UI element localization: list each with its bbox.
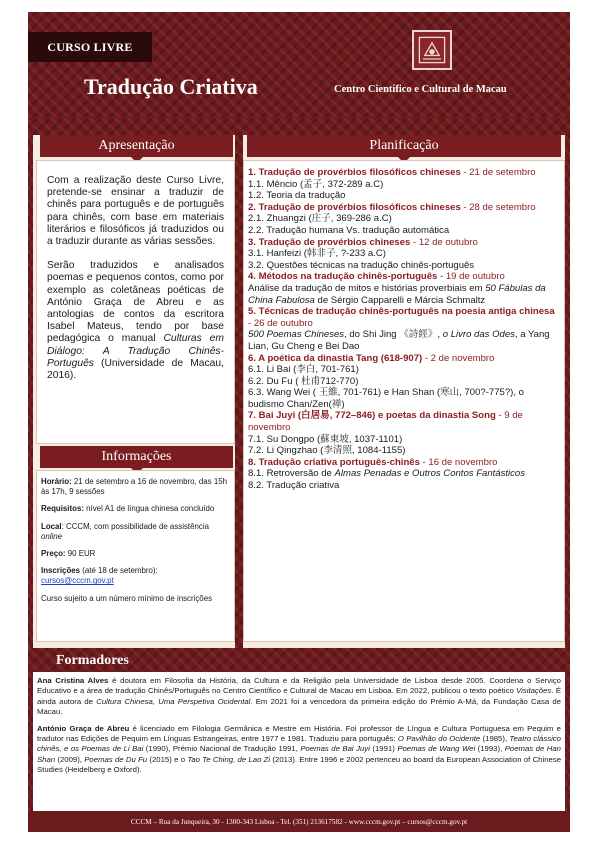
price-label: Preço:: [41, 549, 66, 559]
bio-text: . É ainda autora de: [37, 686, 561, 706]
work-title: Tao Te Ching, de Lao Zi: [187, 754, 271, 764]
session-date: - 9 de novembro: [248, 410, 523, 434]
work-title: Visitações: [516, 686, 552, 696]
requirements-label: Requisitos:: [41, 504, 84, 514]
work-title: Cultura Chinesa, Uma Perspetiva Ocidental: [96, 696, 251, 706]
location-label: Local: [41, 521, 62, 531]
session-item: 8.2. Tradução criativa: [248, 480, 340, 492]
course-badge: CURSO LIVRE: [28, 32, 152, 62]
session-date: - 12 de outubro: [410, 236, 478, 248]
session-item: [248, 468, 560, 480]
session-date: - 2 de novembro: [422, 352, 495, 364]
decor-right-edge: [565, 688, 570, 811]
info-text: [41, 477, 230, 604]
registration-value: (até 18 de setembro):: [80, 566, 158, 576]
info-heading-text: Informações: [101, 449, 172, 464]
work-title: Poemas de Wang Wei: [397, 744, 476, 754]
session-item: 6.2. Du Fu ( 杜甫712-770): [248, 375, 359, 387]
info-note: Curso sujeito a um número mínimo de inscrições: [41, 593, 213, 603]
work-title: O Pavilhão do Ocidente: [397, 734, 481, 744]
session-item: 3.1. Hanfeizi (韩非子, ?-233 a.C): [248, 248, 386, 260]
bio-text: (2009),: [55, 754, 85, 764]
trainers-box: [33, 672, 565, 811]
work-title: Poemas de Du Fu: [84, 754, 148, 764]
header-banner: [28, 12, 570, 117]
session-8-title: [248, 457, 560, 469]
item-text: 8.1. Retroversão de: [248, 468, 335, 480]
session-item: [248, 283, 560, 306]
session-title: 4. Métodos na tradução chinês-português: [248, 271, 438, 283]
book-title: 500 Poemas Chineses: [248, 329, 345, 341]
session-title: 5. Técnicas de tradução chinês-português na poesia antiga chinesa: [248, 306, 555, 318]
book-title: o Livro das Odes: [442, 329, 515, 341]
presentation-paragraph-1: Com a realização deste Curso Livre, pretende-se ensinar a traduzir de chinês para português e de português para chinês, com base em materiais literários e filosóficos já traduzidos ou a traduzir durante as várias sessões.: [47, 175, 224, 248]
item-text: , a Yang Lian, Gu Cheng e Bei Dao: [248, 329, 550, 352]
work-title: Poemas de Bai Juyi: [300, 744, 370, 754]
trainer-name: António Graça de Abreu: [37, 723, 130, 733]
session-title: 2. Tradução de provérbios filosóficos chineses: [248, 201, 461, 213]
session-4-title: [248, 271, 560, 283]
location-value: : CCCM, com possibilidade de assistência: [61, 521, 209, 531]
session-date: - 26 de outubro: [248, 317, 313, 329]
session-5-title: [248, 306, 560, 329]
session-item: 6.3. Wang Wei ( 王維, 701-761) e Han Shan (寒山, 700?-775?), o budismo Chan/Zen(禅): [248, 387, 524, 410]
footer-contact-text: CCCM – Rua da Junqueira, 30 - 1300-343 Lisboa - Tel. (351) 213617582 - www.cccm.gov.pt – cursos@cccm.gov.pt: [130, 817, 468, 826]
info-schedule: [41, 477, 230, 497]
session-title: 3. Tradução de provérbios chineses: [248, 236, 411, 248]
bio-text: (2013). Entre 1996 e 2002 pertenceu ao board da European Association of Chinese Studies (Heidelberg e Oxford).: [37, 754, 562, 775]
bio-text: (2015) e o: [147, 754, 188, 764]
presentation-paragraph-2: [47, 260, 224, 382]
session-title: 7. Bai Juyi (白居易, 772–846) e poetas da dinastia Song: [248, 410, 496, 422]
session-item: 7.2. Li Qingzhao (李清照, 1084-1155): [248, 445, 406, 457]
page-title: Tradução Criativa: [84, 74, 258, 99]
info-price: [41, 549, 230, 559]
bio-text: é licenciado em Filologia Germânica e Mestre em História. Foi professor de Língua e Cultura Portuguesa em Pequim e tradutor nas Edições de Pequim em Línguas Estrangeiras, entre 1977 e 1981. Traduziu para português:: [37, 723, 561, 744]
bio-text: (1991): [369, 744, 398, 754]
trainers-heading: Formadores: [56, 653, 129, 668]
session-item: [248, 329, 560, 352]
organization-name: Centro Científico e Cultural de Macau: [334, 84, 507, 95]
presentation-heading: [40, 135, 233, 157]
location-online: online: [41, 531, 63, 541]
session-title: 1. Tradução de provérbios filosóficos chineses: [248, 167, 461, 178]
flyer-page: [28, 12, 570, 832]
session-title: 8. Tradução criativa português-chinês: [248, 456, 420, 468]
session-6-title: [248, 353, 560, 365]
info-location: [41, 522, 230, 542]
bio-text: . Em 2021 foi a vencedora da primeira edição do Prémio A-Má, da Fundação Casa de Macau.: [37, 696, 561, 717]
presentation-text: [47, 175, 224, 382]
bio-text: (1985),: [480, 734, 510, 744]
bio-text: (1993),: [475, 744, 505, 754]
trainer-bio-2: [37, 724, 561, 776]
bio-text: (1990), Prémio Nacional de Tradução 1991,: [143, 744, 301, 754]
item-text: Análise da tradução de mitos e histórias proverbiais em: [248, 282, 486, 294]
session-item: 6.1. Li Bai (李白, 701-761): [248, 364, 359, 376]
requirements-value: nível A1 de língua chinesa concluído: [83, 504, 215, 514]
price-value: 90 EUR: [65, 549, 96, 559]
work-title: Poemas de Han Shan: [37, 744, 561, 764]
manual-title: Culturas em Diálogo: A Tradução Chinês-Português: [47, 333, 224, 369]
session-title: 6. A poética da dinastia Tang (618-907): [248, 352, 423, 364]
bio-text: é doutora em Filosofia da História, da Cultura e da Religião pela Universidade de Lisboa desde 2005. Coordena o Serviço Educativo e a área de tradução Chinês/Português no Centro Científico e Cultural de Macau em Lisboa. Em 2022, publicou o texto poético: [37, 676, 561, 696]
registration-label: Inscrições: [41, 566, 81, 576]
info-requirements: [41, 504, 230, 514]
session-item: 3.2. Questões técnicas na tradução chinês-português: [248, 259, 475, 271]
session-2-title: [248, 202, 560, 214]
session-1-title: [248, 167, 560, 179]
planning-heading: [247, 135, 561, 157]
info-box: [36, 470, 235, 642]
session-item: 7.1. Su Dongpo (蘇東坡, 1037-1101): [248, 433, 403, 445]
planning-heading-text: Planificação: [369, 138, 439, 153]
registration-email-link[interactable]: cursos@cccm.gov.pt: [41, 576, 114, 586]
presentation-box: [36, 160, 235, 444]
book-title: Almas Penadas e Outros Contos Fantásticos: [334, 468, 526, 480]
session-item: 1.1. Mêncio (孟子, 372-289 a.C): [248, 178, 384, 190]
schedule-label: Horário:: [41, 477, 72, 486]
session-date: - 16 de novembro: [419, 456, 498, 468]
decor-right-edge: [565, 135, 570, 648]
session-date: - 21 de setembro: [460, 167, 536, 178]
cccm-logo-icon: [412, 30, 452, 70]
decor-column-gap: [235, 135, 243, 648]
session-item: 2.1. Zhuangzi (庄子, 369-286 a.C): [248, 213, 392, 225]
info-heading: [40, 446, 233, 468]
book-title: 50 Fábulas da China Fabulosa: [248, 282, 546, 306]
presentation-p2-end: (Universidade de Macau, 2016).: [47, 357, 224, 382]
footer: [28, 811, 570, 832]
session-item: 1.2. Teoria da tradução: [248, 190, 346, 202]
session-date: - 19 de outubro: [437, 271, 505, 283]
session-3-title: [248, 237, 560, 249]
presentation-p2-text: Serão traduzidos e analisados poemas e pequenos contos, como por exemplo as coletâneas poéticas de António Graça de Abreu e as antologias de contos da escritora Isabel Mateus, tendo por base pedagógica o manual: [47, 260, 224, 345]
session-item: 2.2. Tradução humana Vs. tradução automática: [248, 224, 450, 236]
schedule-value: 21 de setembro a 16 de novembro, das 15h às 17h, 9 sessões: [41, 477, 227, 497]
trainer-name: Ana Cristina Alves: [37, 676, 109, 685]
item-text: de Sérgio Capparelli e Márcia Schmaltz: [314, 294, 486, 306]
session-7-title: [248, 410, 560, 433]
planning-box: [243, 160, 565, 642]
planning-list: [248, 167, 560, 492]
decor-left-edge: [28, 135, 33, 648]
info-registration: [41, 566, 230, 586]
item-text: , do Shi Jing 《詩經》,: [344, 329, 443, 341]
session-date: - 28 de setembro: [460, 201, 536, 213]
trainer-bio-1: [37, 676, 561, 718]
presentation-heading-text: Apresentação: [98, 138, 175, 153]
decor-band: [28, 117, 570, 135]
work-title: Teatro clássico chinês, e os Poemas de Li Bai: [37, 734, 561, 754]
